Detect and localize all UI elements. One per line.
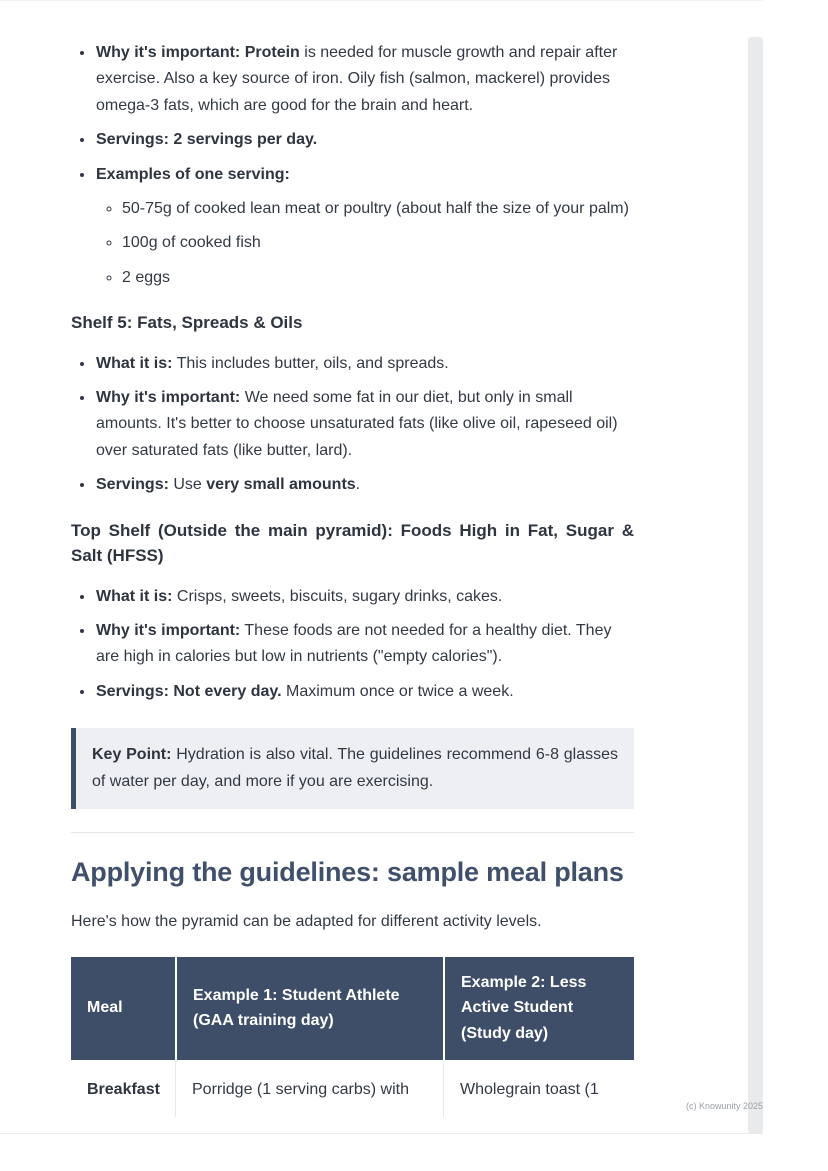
- scrollbar-track[interactable]: [748, 37, 763, 1134]
- body-text: 100g of cooked fish: [122, 234, 261, 252]
- body-text: This includes butter, oils, and spreads.: [172, 354, 449, 372]
- bold-label: What it is:: [96, 354, 173, 372]
- bold-label: Servings: 2 servings per day.: [96, 131, 318, 149]
- heading-shelf-5: Shelf 5: Fats, Spreads & Oils: [71, 313, 303, 333]
- watermark: (c) Knowunity 2025: [686, 1101, 764, 1111]
- bold-label: Why it's important:: [96, 621, 241, 639]
- sub-bullet-meat: [122, 196, 634, 222]
- bullet-why-important: [95, 385, 634, 464]
- bullet-examples-of-serving: [95, 162, 634, 292]
- bullet-servings: [95, 472, 634, 498]
- column-header-example-2: Example 2: Less Active Student (Study day): [443, 957, 634, 1060]
- body-text: These foods are not needed for a healthy diet. They are high in calories but low in nutrients ("empty calories").: [96, 621, 612, 666]
- cell-example-1-breakfast: Porridge (1 serving carbs) with: [175, 1060, 443, 1118]
- table-row: [71, 1060, 634, 1118]
- body-text: 50-75g of cooked lean meat or poultry (about half the size of your palm): [122, 199, 629, 217]
- shelf5-bullet-list: [71, 351, 634, 499]
- cell-meal-breakfast: Breakfast: [71, 1060, 175, 1118]
- bold-label: Examples of one serving:: [96, 165, 290, 183]
- document-content: [71, 1, 634, 1117]
- bold-label: Servings:: [96, 476, 169, 494]
- protein-bullet-list: [71, 40, 634, 291]
- serving-examples-sublist: [96, 196, 634, 291]
- bold-label: Servings: Not every day.: [96, 682, 282, 700]
- body-text: Hydration is also vital. The guidelines recommend 6-8 glasses of water per day, and more if you are exercising.: [92, 746, 618, 790]
- body-text: Maximum once or twice a week.: [281, 682, 514, 700]
- meal-plan-table: [71, 957, 634, 1117]
- body-text: 2 eggs: [122, 268, 171, 286]
- body-text: Crisps, sweets, biscuits, sugary drinks, cakes.: [172, 587, 503, 605]
- section-title-meal-plans: Applying the guidelines: sample meal plans: [71, 856, 624, 887]
- heading-top-shelf: Top Shelf (Outside the main pyramid): Foods High in Fat, Sugar & Salt (HFSS): [71, 520, 634, 566]
- bullet-why-important: [95, 618, 634, 671]
- column-header-example-1: Example 1: Student Athlete (GAA training day): [175, 957, 443, 1060]
- body-text: We need some fat in our diet, but only in small amounts. It's better to choose unsaturated fats (like olive oil, rapeseed oil) over saturated fats (like butter, lard).: [96, 389, 618, 459]
- bullet-why-important-protein: [95, 40, 634, 119]
- cell-example-2-breakfast: Wholegrain toast (1: [443, 1060, 634, 1118]
- top-shelf-bullet-list: [71, 584, 634, 706]
- bullet-what-it-is: [95, 584, 634, 610]
- sub-bullet-eggs: [122, 265, 634, 291]
- bold-emphasis: very small amounts: [206, 476, 356, 494]
- column-header-meal: Meal: [71, 957, 175, 1060]
- bold-label: What it is:: [96, 587, 173, 605]
- section-divider: [71, 832, 634, 833]
- body-text: .: [355, 476, 361, 494]
- bullet-what-it-is: [95, 351, 634, 377]
- table-header-row: [71, 957, 634, 1060]
- bullet-servings-protein: [95, 127, 634, 153]
- bold-label: Key Point:: [92, 746, 172, 764]
- bullet-servings: [95, 679, 634, 705]
- key-point-callout: [71, 728, 634, 809]
- sub-bullet-fish: [122, 230, 634, 256]
- body-text: Use: [168, 476, 207, 494]
- bold-label: Why it's important: Protein: [96, 44, 300, 61]
- bold-label: Why it's important:: [96, 389, 241, 407]
- meal-plans-intro: Here's how the pyramid can be adapted for different activity levels.: [71, 913, 542, 931]
- table-header: [71, 957, 634, 1060]
- body-text: is needed for muscle growth and repair after exercise. Also a key source of iron. Oily fish (salmon, mackerel) provides omega-3 fats, which are good for the brain and heart.: [96, 44, 618, 114]
